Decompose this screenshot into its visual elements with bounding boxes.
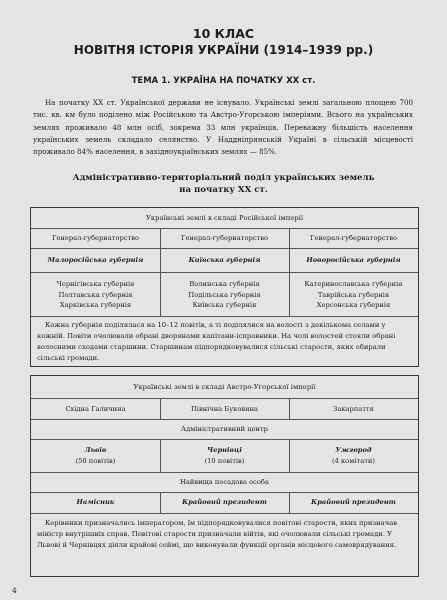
admin-center-3 [289,445,418,466]
russian-table-note: Кожна губернія поділялася на 10–12 повітів, а ті поділялися на волості з декількома селами у кожній. Повіти очолювали обрані дворянами капітани-ісправники. На чолі волостей стояли обрані волосними сходами старшини. Старшинам підпорядковувалися сільські старости, яких обирали сільські громади. [37,321,396,362]
divider [160,398,161,419]
governorate-list-3 [289,279,418,311]
divider [31,472,418,473]
list-item: Харківська губернія [59,301,132,309]
official-2: Крайовий президент [182,498,267,506]
admin-center-1 [31,445,160,466]
divider [31,272,418,273]
page-number: 4 [12,586,17,595]
divider [160,439,161,472]
list-item: Таврійська губернія [317,290,390,299]
gg-header-3: Генерал-губернаторство [310,234,397,242]
divider [31,439,418,440]
official-1: Намісник [76,498,115,506]
divider [31,228,418,229]
list-item: Волинська губернія [189,280,260,288]
divider [31,419,418,420]
intro-paragraph: На початку XX ст. Української держави не існувало. Українські землі загальною площею 700 тис. кв. км було поділено між Російською та Австро-Угорською імперіями. Всього на українських землях проживало 48 млн осіб, зокрема 33 млн українців. Переважну більшість населення українських земель складало селянство. У Наддніпрянській Україні в сільській місцевості проживало 84% населення, в західноукраїнських землях — 85%. [33,98,413,157]
divider [31,513,418,514]
divider [31,248,418,249]
divider [289,398,290,419]
austro-table-note: Керівники призначались імператором, їм підпорядковувалися повітові старости, яких призначав міністр внутрішніх справ. Повітові старости призначали війтів, які очолювали сільські громади. У Львові й Чернівцях діяли крайові сеймі, що виконували функції органів місцевого самоврядування. [37,519,398,549]
section-title-line2: на початку XX ст. [179,185,268,195]
governorate-1: Малоросійська губернія [47,256,144,264]
center-detail: (10 повітів) [204,456,245,465]
russian-table-title: Українські землі в складі Російської імперії [145,214,304,222]
austro-table-title: Українські землі в складі Австро-Угорської імперії [133,383,316,391]
center-name: Чернівці [207,446,242,454]
russian-empire-table [30,207,419,367]
list-item: Чернігівська губернія [56,280,135,288]
list-item: Подільська губернія [188,290,261,299]
governorate-list-2 [160,279,289,311]
list-item: Херсонська губернія [316,301,391,309]
region-1: Східна Галичина [65,405,126,413]
divider [289,492,290,513]
governorate-3: Новоросійська губернія [306,256,401,264]
divider [31,398,418,399]
region-3: Закарпаття [333,405,374,413]
divider [160,228,161,316]
governorate-2: Київська губернія [188,256,261,264]
topic-heading: ТЕМА 1. УКРАЇНА НА ПОЧАТКУ XX ст. [131,76,316,86]
governorate-list-1 [31,279,160,311]
list-item: Київська губернія [192,301,257,309]
official-label: Найвища посадова особа [180,478,269,486]
list-item: Полтавська губернія [58,290,133,299]
center-name: Львів [84,446,107,454]
divider [31,316,418,317]
center-name: Ужгород [335,446,372,454]
main-title: НОВІТНЯ ІСТОРІЯ УКРАЇНИ (1914–1939 рр.) [73,43,374,57]
divider [289,439,290,472]
admin-center-2 [160,445,289,466]
austro-hungarian-table [30,375,419,577]
center-detail: (50 повітів) [75,456,116,465]
gg-header-1: Генерал-губернаторство [52,234,139,242]
divider [289,228,290,316]
center-detail: (4 комітати) [332,456,375,465]
divider [31,492,418,493]
official-3: Крайовий президент [311,498,396,506]
grade-heading: 10 КЛАС [192,26,255,41]
gg-header-2: Генерал-губернаторство [181,234,268,242]
region-2: Північна Буковина [190,405,259,413]
section-title-line1: Адміністративно-територіальний поділ українських земель [72,173,375,183]
divider [160,492,161,513]
list-item: Катеринославська губернія [304,280,403,288]
admin-center-label: Адміністративний центр [181,425,268,433]
